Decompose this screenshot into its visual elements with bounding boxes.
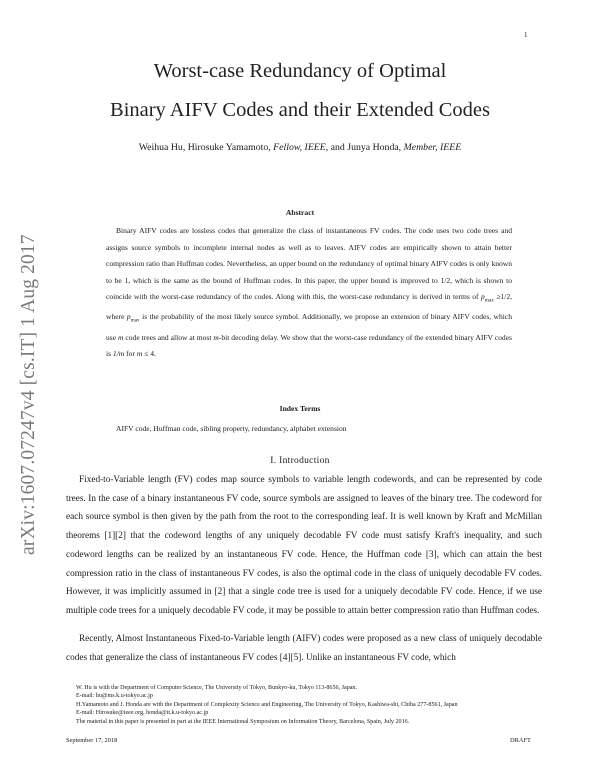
page-number: 1: [524, 31, 528, 39]
footer-date: September 17, 2018: [66, 737, 118, 744]
paper-title-line-2: Binary AIFV Codes and their Extended Codes: [110, 99, 490, 121]
footnote-affiliation-2: H.Yamamoto and J. Honda are with the Department of Complexity Science and Engineering, The University of Tokyo, Kashiwa-shi, Chiba 277-8561, Japan: [76, 701, 458, 708]
arxiv-stamp: arXiv:1607.07247v4 [cs.IT] 1 Aug 2017: [18, 234, 39, 555]
paper-title-line-1: Worst-case Redundancy of Optimal: [153, 60, 447, 82]
abstract-text: Binary AIFV codes are lossless codes that generalize the class of instantaneous FV codes. The code uses two code trees and assigns source symbols to incomplete internal nodes as well as to leaves. AIFV codes are empirically shown to attain better compression ratio than Huffman codes. Nevertheless, an upper bound on the redundancy of optimal binary AIFV codes is only known to be 1, which is the same as the bound of Huffman codes. In this paper, the upper bound is improved to 1/2, which is shown to coincide with the worst-case redundancy of the codes. Along with this, the worst-case redundancy is derived in terms of $p_{max} \ge 1/2$, where $p_{max}$ is the probability of the most likely source symbol. Additionally, we propose an extension of binary AIFV codes, which use m code trees and allow at most m-bit decoding delay. We show that the worst-case redundancy of the extended binary AIFV codes is 1/m for m ≤ 4.: [106, 226, 512, 359]
footnote-email-1: E-mail: hu@ms.k.u-tokyo.ac.jp: [76, 693, 153, 700]
footnote-email-2: E-mail: Hirosuke@ieee.org, honda@it.k.u-tokyo.ac.jp: [76, 710, 209, 717]
author-line: [0, 142, 600, 153]
footnotes: [66, 684, 542, 726]
section-heading-introduction: I. Introduction: [270, 456, 330, 466]
author-role-2: Member, IEEE: [403, 142, 462, 153]
index-terms-heading: Index Terms: [279, 404, 321, 413]
footnote-conference: The material in this paper is presented in part at the IEEE International Symposium on Information Theory, Barcelona, Spain, July 2016.: [76, 718, 410, 725]
body-paragraph-1: Fixed-to-Variable length (FV) codes map source symbols to variable length codewords, and can be represented by code trees. In the case of a binary instantaneous FV code, source symbols are assigned to leaves of the binary tree. The codeword for each source symbol is then given by the path from the root to the corresponding leaf. It is well known by Kraft and McMillan theorems [1][2] that the codeword lengths of any uniquely decodable FV code must satisfy Kraft's inequality, and such codeword lengths can be realized by an instantaneous FV code. Hence, the Huffman code [3], which can attain the best compression ratio in the class of instantaneous FV codes, is also the optimal code in the class of uniquely decodable FV codes. However, it was implicitly assumed in [2] that a single code tree is used for a uniquely decodable FV code. Hence, if we use multiple code trees for a uniquely decodable FV code, it may be possible to attain better compression ratio than Huffman codes.: [66, 475, 542, 616]
author-names-2: and Junya Honda,: [328, 142, 404, 153]
author-names-1: Weihua Hu, Hirosuke Yamamoto,: [138, 142, 274, 153]
index-terms-text: AIFV code, Huffman code, sibling property, redundancy, alphabet extension: [116, 424, 347, 433]
abstract-heading: Abstract: [285, 208, 315, 217]
body-paragraph-2: Recently, Almost Instantaneous Fixed-to-Variable length (AIFV) codes were proposed as a new class of uniquely decodable codes that generalize the class of instantaneous FV codes [4][5]. Unlike an instantaneous FV code, which: [66, 634, 542, 663]
footer-draft-label: DRAFT: [510, 737, 531, 744]
footnote-affiliation-1: W. Hu is with the Department of Computer Science, The University of Tokyo, Bunkyo-ku, Tokyo 113-8656, Japan.: [76, 685, 357, 691]
author-role-1: Fellow, IEEE,: [273, 142, 329, 153]
